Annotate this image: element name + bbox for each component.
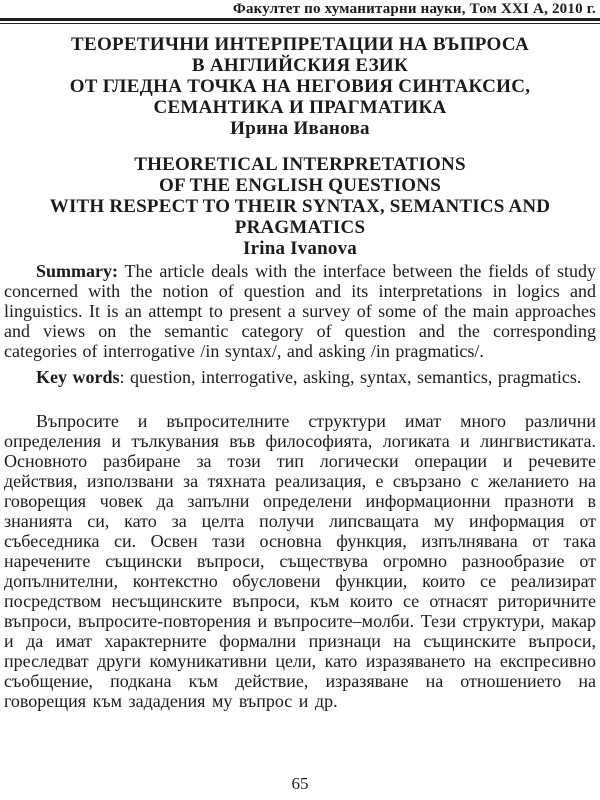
title-bulgarian-line-1: ТЕОРЕТИЧНИ ИНТЕРПРЕТАЦИИ НА ВЪПРОСА [71,34,529,55]
header-divider-rule [0,18,600,24]
abstract-summary [4,261,596,361]
running-header [4,0,596,17]
author-name-bulgarian: Ирина Иванова [230,118,370,139]
abstract-keywords [4,367,596,387]
summary-label: Summary: [36,261,118,281]
page-number: 65 [291,774,309,793]
title-bulgarian [4,34,596,139]
body-paragraph: Въпросите и въпросителните структури имат много различни определения и тълкувания във философията, логиката и лингвистиката. Основното разбиране за този тип логически операции и речевите действия, използвани за тяхната реализация, е свързано с желанието на говорещия човек да запълни определени информационни празноти в знанията си, като за целта получи липсващата му информация от събеседника си. Освен тази основна функция, изпълнявана от така наречените същински въпроси, съществува огромно разнообразие от допълнителни, контекстно обусловени функции, които се реализират посредством несъщинските въпроси, към които се отнасят риторичните въпроси, въпросите-повторения и въпросите–молби. Тези структури, макар и да имат характерните формални признаци на същинските въпроси, преследват други комуникативни цели, като изразяването на експресивно съобщение, подкана към действие, изразяване на отношението на говорещия към зададения му въпрос и др. [4,411,596,711]
title-bulgarian-line-2: В АНГЛИЙСКИЯ ЕЗИК [191,55,409,76]
running-header-text: Факултет по хуманитарни науки, Том XXI А, 2010 г. [232,1,596,17]
summary-text: The article deals with the interface between the fields of study concerned with the notion of question and its interpretations in logics and linguistics. It is an attempt to present a survey of some of the main approaches and views on the semantic category of question and the corresponding categories of interrogative /in syntax/, and asking /in pragmatics/. [4,261,596,361]
title-english-line-1: THEORETICAL INTERPRETATIONS [134,154,466,175]
title-english-line-3: WITH RESPECT TO THEIR SYNTAX, SEMANTICS AND [49,196,551,217]
keywords-text: : question, interrogative, asking, syntax, semantics, pragmatics. [119,367,582,387]
title-bulgarian-line-4: СЕМАНТИКА И ПРАГМАТИКА [153,97,447,118]
title-bulgarian-line-3: ОТ ГЛЕДНА ТОЧКА НА НЕГОВИЯ СИНТАКСИС, [69,76,531,97]
keywords-label: Key words [36,367,120,387]
title-english [4,154,596,259]
title-english-line-2: OF THE ENGLISH QUESTIONS [159,175,441,196]
title-english-line-4: PRAGMATICS [234,217,366,238]
author-name-english: Irina Ivanova [243,238,357,259]
